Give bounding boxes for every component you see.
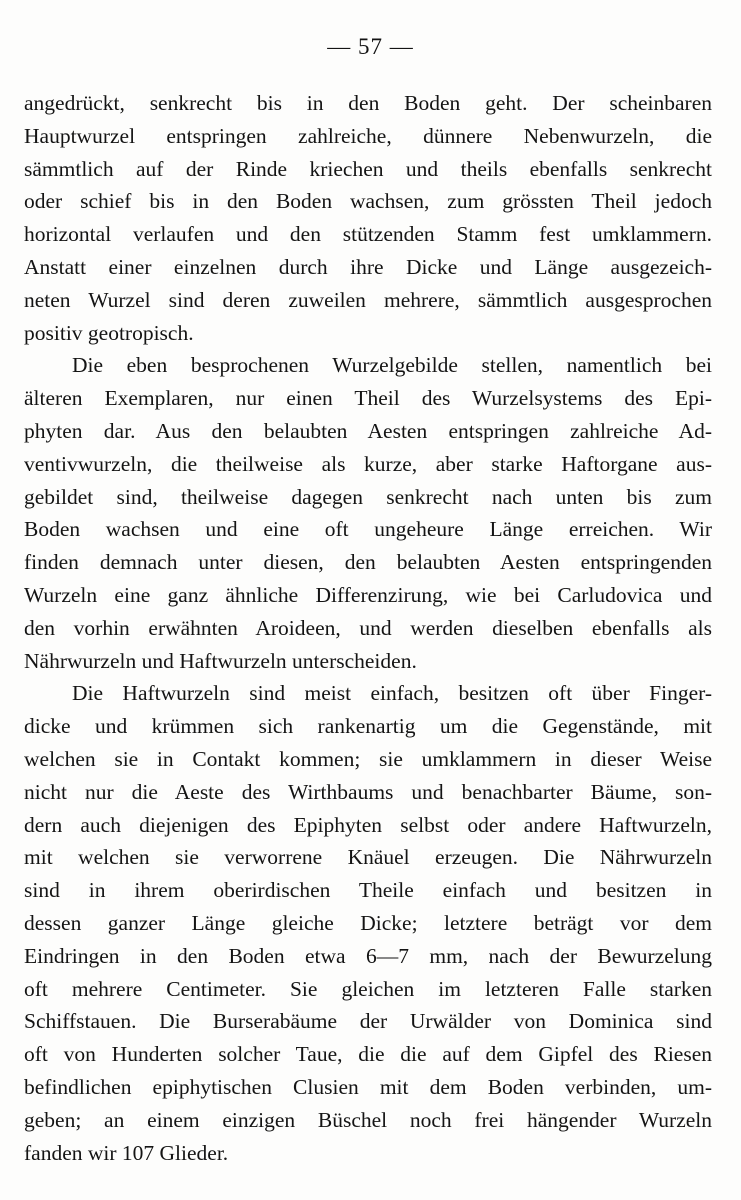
text-line: Die Haftwurzeln sind meist einfach, besitzen oft über Finger- [72, 681, 712, 706]
paragraph-2 [24, 349, 712, 677]
text-line: Wurzeln eine ganz ähnliche Differenzirung, wie bei Carludovica und [24, 582, 712, 607]
text-line: positiv geotropisch. [24, 320, 194, 345]
text-line: gebildet sind, theilweise dagegen senkrecht nach unten bis zum [24, 484, 712, 509]
text-line: geben; an einem einzigen Büschel noch frei hängender Wurzeln [24, 1107, 712, 1132]
text-line: horizontal verlaufen und den stützenden Stamm fest umklammern. [24, 222, 712, 247]
text-line: dessen ganzer Länge gleiche Dicke; letztere beträgt vor dem [24, 910, 712, 935]
page-number: — 57 — [327, 34, 414, 59]
text-line: älteren Exemplaren, nur einen Theil des Wurzelsystems des Epi- [24, 386, 712, 411]
text-line: welchen sie in Contakt kommen; sie umklammern in dieser Weise [24, 746, 712, 771]
text-line: Nährwurzeln und Haftwurzeln unterscheiden. [24, 648, 417, 673]
text-line: Eindringen in den Boden etwa 6—7 mm, nach der Bewurzelung [24, 943, 712, 968]
text-line: Schiffstauen. Die Burserabäume der Urwälder von Dominica sind [24, 1009, 712, 1034]
text-line: den vorhin erwähnten Aroideen, und werden dieselben ebenfalls als [24, 615, 712, 640]
text-line: Boden wachsen und eine oft ungeheure Länge erreichen. Wir [24, 517, 712, 542]
text-line: Die eben besprochenen Wurzelgebilde stellen, namentlich bei [72, 353, 712, 378]
text-line: oft von Hunderten solcher Taue, die die auf dem Gipfel des Riesen [24, 1042, 712, 1067]
text-line: nicht nur die Aeste des Wirthbaums und benachbarter Bäume, son- [24, 779, 712, 804]
text-line: befindlichen epiphytischen Clusien mit dem Boden verbinden, um- [24, 1074, 712, 1099]
text-line: ventivwurzeln, die theilweise als kurze, aber starke Haftorgane aus- [24, 451, 712, 476]
text-line: sind in ihrem oberirdischen Theile einfach und besitzen in [24, 878, 712, 903]
body-text [24, 87, 712, 1169]
text-line: oder schief bis in den Boden wachsen, zum grössten Theil jedoch [24, 189, 712, 214]
text-line: dicke und krümmen sich rankenartig um die Gegenstände, mit [24, 714, 712, 739]
text-line: fanden wir 107 Glieder. [24, 1140, 229, 1165]
text-line: finden demnach unter diesen, den belaubten Aesten entspringenden [24, 550, 712, 575]
text-line: mit welchen sie verworrene Knäuel erzeugen. Die Nährwurzeln [24, 845, 712, 870]
text-line: neten Wurzel sind deren zuweilen mehrere, sämmtlich ausgesprochen [24, 287, 712, 312]
paragraph-3 [24, 677, 712, 1169]
text-line: oft mehrere Centimeter. Sie gleichen im letzteren Falle starken [24, 976, 712, 1001]
text-line: sämmtlich auf der Rinde kriechen und theils ebenfalls senkrecht [24, 156, 712, 181]
text-line: phyten dar. Aus den belaubten Aesten entspringen zahlreiche Ad- [24, 418, 712, 443]
text-line: Hauptwurzel entspringen zahlreiche, dünnere Nebenwurzeln, die [24, 123, 712, 148]
text-line: angedrückt, senkrecht bis in den Boden geht. Der scheinbaren [24, 91, 712, 115]
text-line: Anstatt einer einzelnen durch ihre Dicke und Länge ausgezeich- [24, 254, 712, 279]
paragraph-1 [24, 87, 712, 349]
text-line: dern auch diejenigen des Epiphyten selbst oder andere Haftwurzeln, [24, 812, 712, 837]
